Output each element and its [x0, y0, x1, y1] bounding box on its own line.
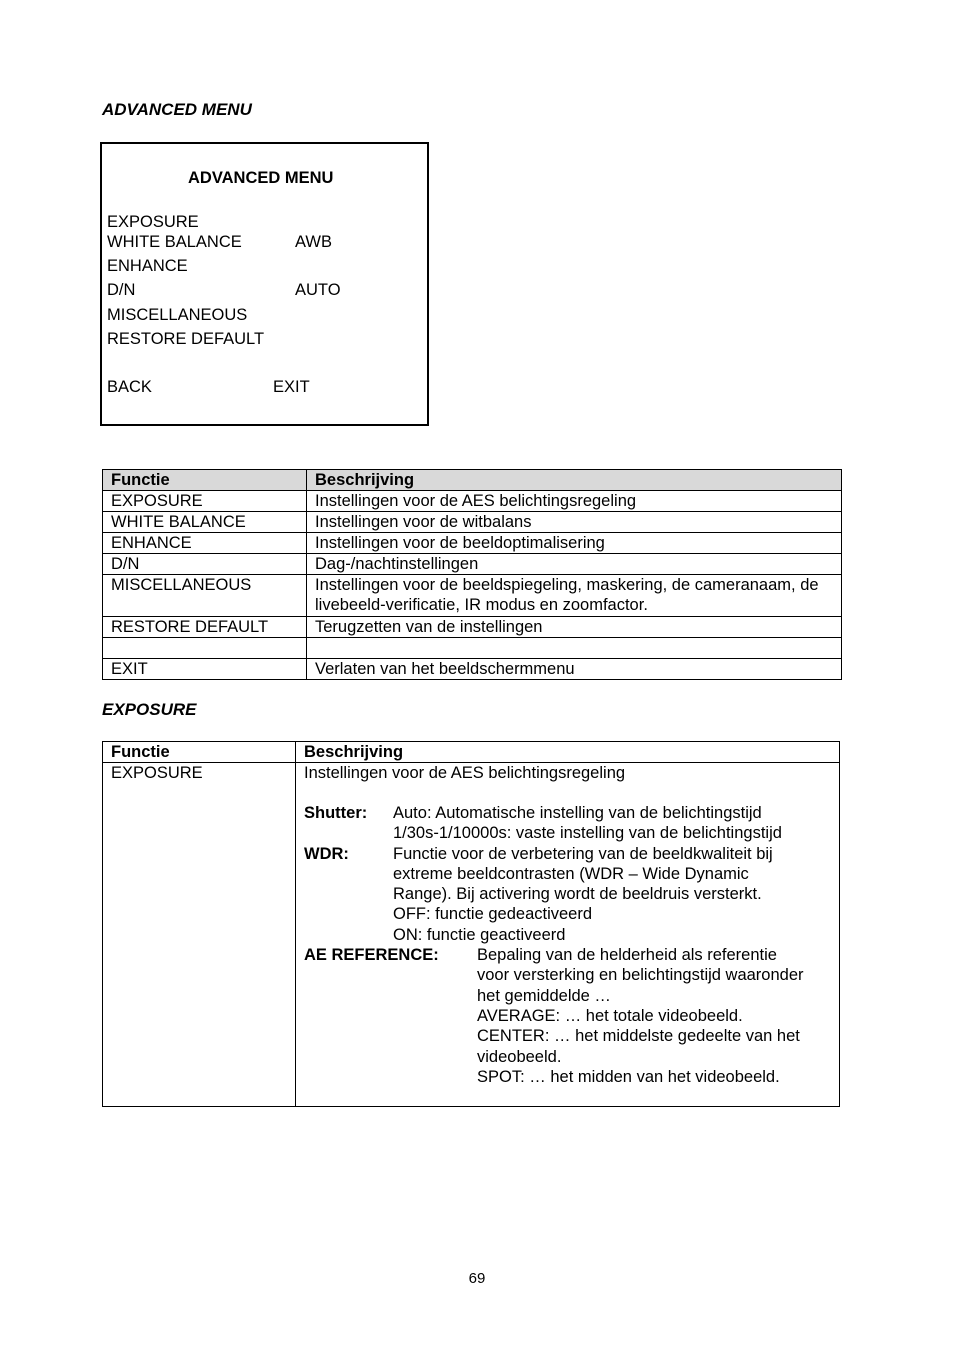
header-functie: Functie — [103, 470, 307, 491]
exposure-intro: Instellingen voor de AES belichtingsregeling — [304, 764, 626, 782]
shutter-line: Auto: Automatische instelling van de belichtingstijd — [393, 804, 762, 822]
shutter-block — [304, 803, 831, 844]
table-row — [103, 491, 842, 512]
wdr-block — [304, 844, 831, 945]
wdr-line: Functie voor de verbetering van de beeldkwaliteit bij — [393, 844, 773, 863]
osd-value-white-balance: AWB — [295, 233, 332, 251]
wdr-line: OFF: functie gedeactiveerd — [393, 905, 593, 924]
shutter-line: 1/30s-1/10000s: vaste instelling van de belichtingstijd — [393, 824, 782, 843]
page-number: 69 — [468, 1270, 486, 1287]
cell-description: Terugzetten van de instellingen — [307, 617, 842, 638]
osd-exit[interactable]: EXIT — [273, 378, 310, 396]
table-row — [103, 659, 842, 680]
cell-function: D/N — [103, 554, 307, 575]
section-heading-advanced-menu: ADVANCED MENU — [102, 100, 252, 119]
cell-function: EXPOSURE — [103, 491, 307, 512]
osd-menu-title: ADVANCED MENU — [188, 169, 334, 187]
cell-function — [103, 638, 307, 659]
osd-item-enhance[interactable]: ENHANCE — [107, 257, 188, 275]
osd-item-dn[interactable]: D/N — [107, 281, 136, 299]
ae-line: het gemiddelde … — [477, 986, 611, 1005]
ae-line: AVERAGE: … het totale videobeeld. — [477, 1006, 743, 1025]
cell-exposure-description — [296, 763, 840, 1107]
cell-description: Dag-/nachtinstellingen — [307, 554, 842, 575]
cell-function: MISCELLANEOUS — [103, 575, 307, 617]
cell-description: Instellingen voor de beeldspiegeling, maskering, de cameranaam, de livebeeld-verificatie, IR modus en zoomfactor. — [307, 575, 842, 617]
cell-function: RESTORE DEFAULT — [103, 617, 307, 638]
cell-function: EXPOSURE — [103, 763, 296, 1107]
osd-item-white-balance[interactable]: WHITE BALANCE — [107, 233, 242, 251]
osd-item-restore-default[interactable]: RESTORE DEFAULT — [107, 330, 265, 348]
wdr-line: Range). Bij activering wordt de beeldruis versterkt. — [393, 885, 762, 904]
header-beschrijving: Beschrijving — [296, 742, 840, 763]
osd-item-miscellaneous[interactable]: MISCELLANEOUS — [107, 306, 248, 324]
osd-value-dn: AUTO — [295, 281, 341, 299]
cell-function: WHITE BALANCE — [103, 512, 307, 533]
ae-line: SPOT: … het midden van het videobeeld. — [477, 1067, 780, 1086]
ae-line: voor versterking en belichtingstijd waaronder — [477, 966, 804, 985]
section-heading-exposure: EXPOSURE — [102, 700, 197, 719]
table-row — [103, 575, 842, 617]
table-row — [103, 512, 842, 533]
shutter-label: Shutter: — [304, 804, 368, 822]
cell-description: Instellingen voor de witbalans — [307, 512, 842, 533]
table-row — [103, 617, 842, 638]
osd-menu-box — [100, 142, 429, 426]
cell-description — [307, 638, 842, 659]
cell-description: Instellingen voor de AES belichtingsregeling — [307, 491, 842, 512]
header-beschrijving: Beschrijving — [307, 470, 842, 491]
wdr-label: WDR: — [304, 844, 349, 863]
table-row — [103, 763, 840, 1107]
cell-function: EXIT — [103, 659, 307, 680]
cell-description: Instellingen voor de beeldoptimalisering — [307, 533, 842, 554]
wdr-line: ON: functie geactiveerd — [393, 925, 566, 944]
ae-line: CENTER: … het middelste gedeelte van het — [477, 1027, 800, 1046]
ae-line: Bepaling van de helderheid als referentie — [477, 946, 777, 965]
header-functie: Functie — [103, 742, 296, 763]
osd-item-exposure[interactable]: EXPOSURE — [107, 213, 199, 231]
osd-back[interactable]: BACK — [107, 378, 152, 396]
table-row-empty — [103, 638, 842, 659]
ae-reference-label: AE REFERENCE: — [304, 946, 439, 965]
table-header-row — [103, 742, 840, 763]
ae-reference-block — [304, 945, 831, 1087]
exposure-table — [102, 741, 840, 1107]
cell-description: Verlaten van het beeldschermmenu — [307, 659, 842, 680]
wdr-line: extreme beeldcontrasten (WDR – Wide Dynamic — [393, 864, 749, 883]
table-row — [103, 533, 842, 554]
ae-line: videobeeld. — [477, 1047, 562, 1066]
table-header-row — [103, 470, 842, 491]
advanced-menu-table — [102, 469, 842, 680]
cell-function: ENHANCE — [103, 533, 307, 554]
table-row — [103, 554, 842, 575]
